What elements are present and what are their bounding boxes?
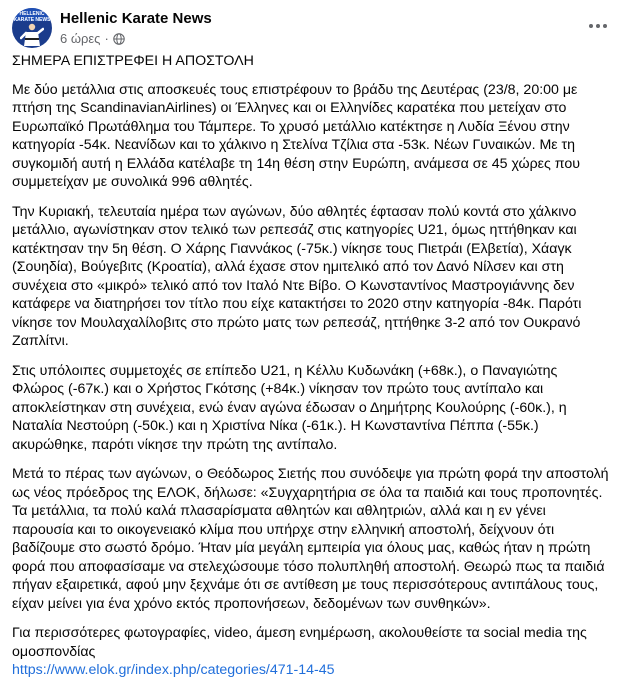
more-options-icon[interactable] <box>586 14 610 38</box>
more-dot <box>596 24 600 28</box>
meta-separator: · <box>104 31 109 46</box>
globe-icon[interactable] <box>113 33 125 45</box>
page-name[interactable]: Hellenic Karate News <box>60 10 212 27</box>
federation-link[interactable]: https://www.elok.gr/index.php/categories/471-14-45 <box>12 662 335 678</box>
post-paragraph: Μετά το πέρας των αγώνων, ο Θεόδωρος Σιετής που συνόδεψε για πρώτη φορά την αποστολή ως νέος πρόεδρος της ΕΛΟΚ, δήλωσε: «Συγχαρητήρια σε όλα τα παιδιά και τους προπονητές. Τα μετάλλια, τα πολύ καλά πλασαρίσματα αθλητών και αθλητριών, αλλά και η εν γένει παρουσία και το οικογενειακό κλίμα που υπήρχε στην ελληνική αποστολή, δείχνουν ότι βαδίζουμε στο σωστό δρόμο. Ήταν μία μεγάλη εμπειρία για όλους μας, καθώς ήταν η πρώτη φορά που αποφασίσαμε να στελεχώσουμε τόσο πολυπληθή αποστολή. Θεωρώ πως τα παιδιά πήγαν εξαιρετικά, αφού μην ξεχνάμε ότι σε αντίθεση με τους περισσότερους αντιπάλους τους, είχαν μείνει για ένα χρόνο εκτός προπονήσεων, δεδομένων των συνθηκών». <box>12 466 609 612</box>
post-paragraph: Την Κυριακή, τελευταία ημέρα των αγώνων, δύο αθλητές έφτασαν πολύ κοντά στο χάλκινο μετάλλιο, αγωνίστηκαν στον τελικό των ρεπεσάζ στις κατηγορίες U21, όμως ηττήθηκαν και κατέκτησαν την 5η θέση. Ο Χάρης Γιαννάκος (-75κ.) νίκησε τους Πιετράι (Ελβετία), Χάαγκ (Σουηδία), Βούγεβιτς (Κροατία), αλλά έχασε στον ημιτελικό από τον Δανό Νίλσεν και στη συνέχεια στο «μικρό» τελικό από τον Ιταλό Ντε Βίβο. Ο Κωνσταντίνος Μαστρογιάννης δεν κατάφερε να διατηρήσει τον τίτλο που είχε κατακτήσει το 2020 στην κατηγορία -84κ. Παρότι νίκησε τον Μουλαχαλίλοβιτς στο πρώτο ματς των ρεπεσάζ, ηττήθηκε 3-2 από τον Ουκρανό Ζαπλίτνι. <box>12 203 582 349</box>
avatar-logo-text: HELLENIC KARATE NEWS <box>13 11 51 23</box>
post-paragraph: Με δύο μετάλλια στις αποσκευές τους επιστρέφουν το βράδυ της Δευτέρας (23/8, 20:00 με πτήση της ScandinavianAirlines) οι Έλληνες και οι Ελληνίδες καρατέκα που μετείχαν στο Ευρωπαϊκό Πρωτάθλημα του Τάμπερε. Το χρυσό μετάλλιο κατέκτησε η Λυδία Ξένου στην κατηγορία -54κ. Νεανίδων και το χάλκινο η Στελίνα Τζίλια στα -53κ. Νέων Γυναικών. Με τη συγκομιδή αυτή η Ελλάδα κατέλαβε τη 14η θέση στην Ευρώπη, ανάμεσα σε 45 χώρες που συμμετείχαν με συνολικά 996 αθλητές. <box>12 81 581 190</box>
post-title: ΣΗΜΕΡΑ ΕΠΙΣΤΡΕΦΕΙ Η ΑΠΟΣΤΟΛΗ <box>12 53 254 69</box>
post-paragraph: Στις υπόλοιπες συμμετοχές σε επίπεδο U21, η Κέλλυ Κυδωνάκη (+68κ.), ο Παναγιώτης Φλώρος (-67κ.) και ο Χρήστος Γκότσης (+84κ.) νίκησαν τον πρώτο τους αντίπαλο και αποκλείστηκαν στη συνέχεια, ενώ έναν αγώνα έδωσαν ο Δημήτρης Κουλούρης (-60κ.), η Ναταλία Νεστούρη (-50κ.) και η Χριστίνα Νίκα (-61κ.). Η Κωνσταντίνα Πέππα (-55κ.) ακυρώθηκε, παρότι νίκησε την πρώτη της αντίπαλο. <box>12 362 567 453</box>
post-footer-text: Για περισσότερες φωτογραφίες, video, άμεση ενημέρωση, ακολουθείστε τα social media της ομοσπονδίας <box>12 625 587 660</box>
more-dot <box>603 24 607 28</box>
avatar[interactable] <box>12 8 52 48</box>
more-dot <box>589 24 593 28</box>
post-header <box>12 8 610 50</box>
karate-figure-icon <box>20 22 44 48</box>
post-body <box>12 52 610 680</box>
post-meta <box>60 31 125 47</box>
post-time[interactable]: 6 ώρες <box>60 31 101 46</box>
